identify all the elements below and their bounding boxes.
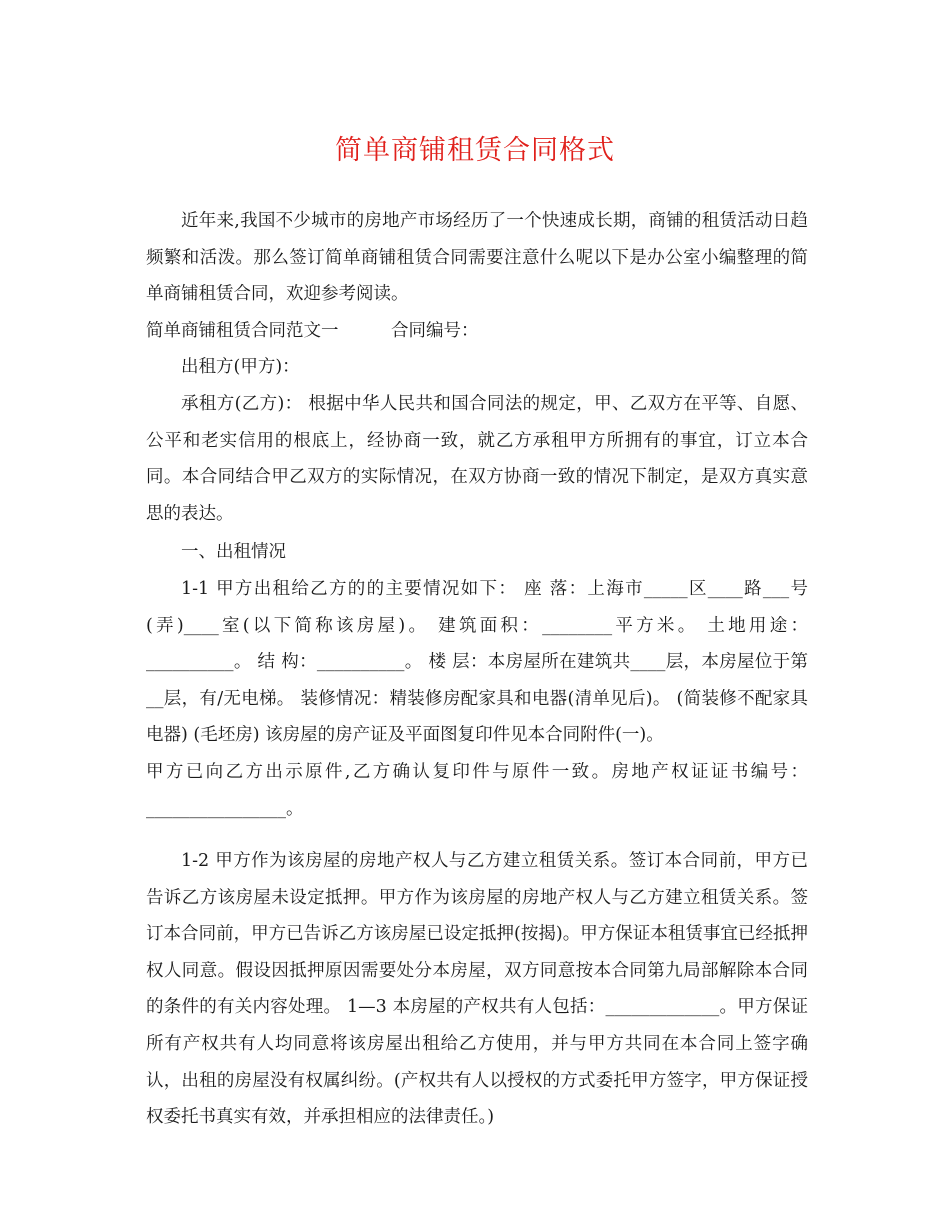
clause-1-1: 1-1 甲方出租给乙方的的主要情况如下： 座 落：上海市_____区____路___号(弄)____室(以下简称该房屋)。 建筑面积：________平方米。 土地用途：__________。 结 构：__________。 楼 层：本房屋所在建筑共____层，本房屋位于第__层，有/无电梯。 装修情况：精装修房配家具和电器(清单见后)。 (简装修不配家具电器) (毛坯房) 该房屋的房产证及平面图复印件见本合同附件(一)。 [146,578,808,746]
sample-heading: 简单商铺租赁合同范文一 合同编号： [146,320,479,341]
document-title: 简单商铺租赁合同格式 [335,135,615,166]
clause-1-1-continued: 甲方已向乙方出示原件,乙方确认复印件与原件一致。房地产权证证书编号：________________。 [146,761,808,819]
section-heading: 一、出租情况 [181,542,286,563]
intro-paragraph: 近年来,我国不少城市的房地产市场经历了一个快速成长期，商铺的租赁活动日趋频繁和活泼。那么签订简单商铺租赁合同需要注意什么呢以下是办公室小编整理的简单商铺租赁合同，欢迎参考阅读。 [146,211,808,305]
document-body [146,203,808,1136]
clause-1-2: 1-2 甲方作为该房屋的房地产权人与乙方建立租赁关系。签订本合同前，甲方已告诉乙方该房屋未设定抵押。甲方作为该房屋的房地产权人与乙方建立租赁关系。签订本合同前，甲方已告诉乙方该房屋已设定抵押(按揭)。甲方保证本租赁事宜已经抵押权人同意。假设因抵押原因需要处分本房屋，双方同意按本合同第九局部解除本合同的条件的有关内容处理。 1—3 本房屋的产权共有人包括：_____________。甲方保证所有产权共有人均同意将该房屋出租给乙方使用，并与甲方共同在本合同上签字确认，出租的房屋没有权属纠纷。(产权共有人以授权的方式委托甲方签字，甲方保证授权委托书真实有效，并承担相应的法律责任。) [146,851,808,1128]
lessee-paragraph: 承租方(乙方)： 根据中华人民共和国合同法的规定，甲、乙双方在平等、自愿、公平和老实信用的根底上，经协商一致，就乙方承租甲方所拥有的事宜，订立本合同。本合同结合甲乙双方的实际情况，在双方协商一致的情况下制定，是双方真实意思的表达。 [146,393,808,524]
lessor-line: 出租方(甲方)： [181,357,300,378]
